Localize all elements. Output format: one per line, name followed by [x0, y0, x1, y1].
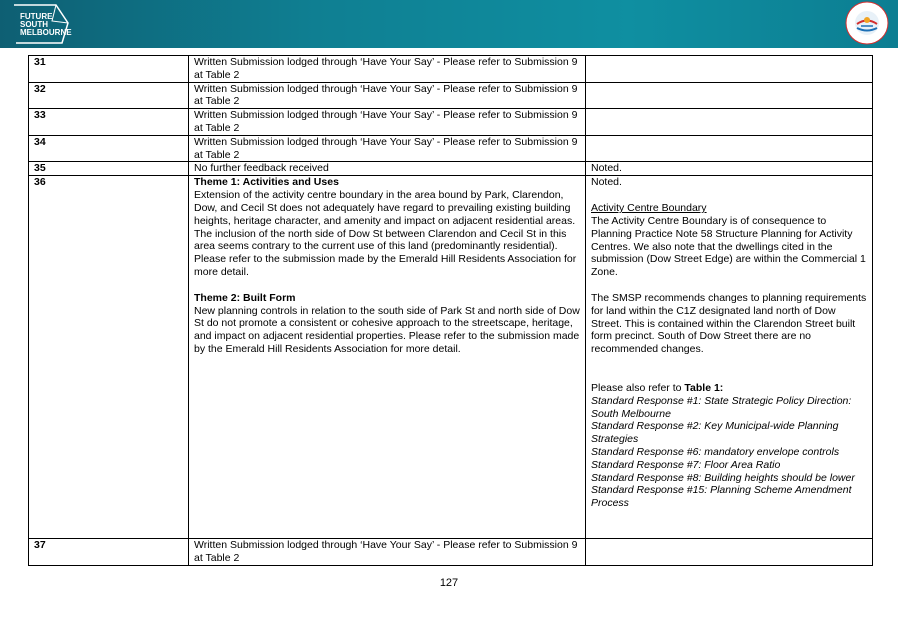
refer-prefix: Please also refer to	[591, 381, 685, 394]
response-text	[586, 135, 873, 162]
submission-text: Written Submission lodged through ‘Have Your Say’ - Please refer to Submission 9 at Table 2	[189, 56, 586, 83]
submission-number: 31	[29, 56, 189, 83]
response-paragraph-2: The SMSP recommends changes to planning requirements for land within the C1Z designated land north of Dow Street. This is contained within the Clarendon Street built form precinct. South of Dow Street there are no recommended changes.	[591, 291, 867, 356]
port-phillip-logo	[845, 1, 889, 45]
standard-response-item: Standard Response #7: Floor Area Ratio	[591, 458, 781, 471]
response-noted: Noted.	[591, 176, 622, 189]
response-text	[586, 109, 873, 136]
submission-text: Written Submission lodged through ‘Have Your Say’ - Please refer to Submission 9 at Table 2	[189, 82, 586, 109]
submission-number: 37	[29, 539, 189, 566]
submission-text: Written Submission lodged through ‘Have Your Say’ - Please refer to Submission 9 at Table 2	[189, 539, 586, 566]
logo-line-2: SOUTH	[20, 20, 48, 29]
submission-text: Written Submission lodged through ‘Have Your Say’ - Please refer to Submission 9 at Table 2	[189, 109, 586, 136]
submission-number: 35	[29, 162, 189, 176]
response-heading: Activity Centre Boundary	[591, 202, 707, 215]
header-banner	[0, 0, 898, 48]
theme1-heading: Theme 1: Activities and Uses	[194, 176, 339, 189]
table-row	[29, 109, 873, 136]
standard-response-item: Standard Response #1: State Strategic Policy Direction: South Melbourne	[591, 394, 852, 420]
response-paragraph-1: The Activity Centre Boundary is of consequence to Planning Practice Note 58 Structure Planning for Activity Centres. We also note that the dwellings cited in the submission (Dow Street Edge) are within the Commercial 1 Zone.	[591, 214, 866, 279]
submissions-table	[28, 55, 873, 566]
submission-text: No further feedback received	[189, 162, 586, 176]
response-refer	[591, 382, 868, 395]
table-row	[29, 162, 873, 176]
table-row	[29, 135, 873, 162]
port-phillip-seal-icon	[845, 1, 889, 45]
submission-text	[189, 176, 586, 539]
standard-response-item: Standard Response #2: Key Municipal-wide Planning Strategies	[591, 420, 839, 446]
future-south-melbourne-logo	[8, 3, 78, 45]
logo-line-1: FUTURE	[20, 12, 53, 21]
response-text: Noted.	[586, 162, 873, 176]
theme1-paragraph: Extension of the activity centre boundary in the area bound by Park, Clarendon, Dow, and Cecil St does not adequately have regard to prevailing existing building heights, heritage character, and amenity and impact on adjacent residential areas. The inclusion of the north side of Dow St between Clarendon and Cecil St in this area seems contrary to the current use of this land (predominantly residential). Please refer to the submission made by the Emerald Hill Residents Association for more detail.	[194, 189, 577, 278]
response-text	[586, 539, 873, 566]
submission-number: 36	[29, 176, 189, 539]
response-text	[586, 82, 873, 109]
response-text	[586, 56, 873, 83]
table-row-36	[29, 176, 873, 539]
submission-text: Written Submission lodged through ‘Have Your Say’ - Please refer to Submission 9 at Table 2	[189, 135, 586, 162]
theme2-paragraph: New planning controls in relation to the south side of Park St and north side of Dow St do not promote a consistent or cohesive approach to the streetscape, heritage, and impact on adjacent residential properties. Please refer to the submission made by the Emerald Hill Residents Association for more detail.	[194, 304, 580, 355]
standard-response-item: Standard Response #6: mandatory envelope controls	[591, 445, 840, 458]
standard-response-item: Standard Response #15: Planning Scheme Amendment Process	[591, 484, 852, 510]
page-number: 127	[439, 577, 459, 589]
logo-line-3: MELBOURNE	[20, 28, 72, 37]
submission-number: 34	[29, 135, 189, 162]
theme2-heading: Theme 2: Built Form	[194, 291, 296, 304]
table-row	[29, 56, 873, 83]
refer-table-link: Table 1:	[684, 381, 724, 394]
submission-number: 33	[29, 109, 189, 136]
standard-response-item: Standard Response #8: Building heights should be lower	[591, 471, 855, 484]
submission-number: 32	[29, 82, 189, 109]
table-row	[29, 539, 873, 566]
table-row	[29, 82, 873, 109]
response-text	[586, 176, 873, 539]
